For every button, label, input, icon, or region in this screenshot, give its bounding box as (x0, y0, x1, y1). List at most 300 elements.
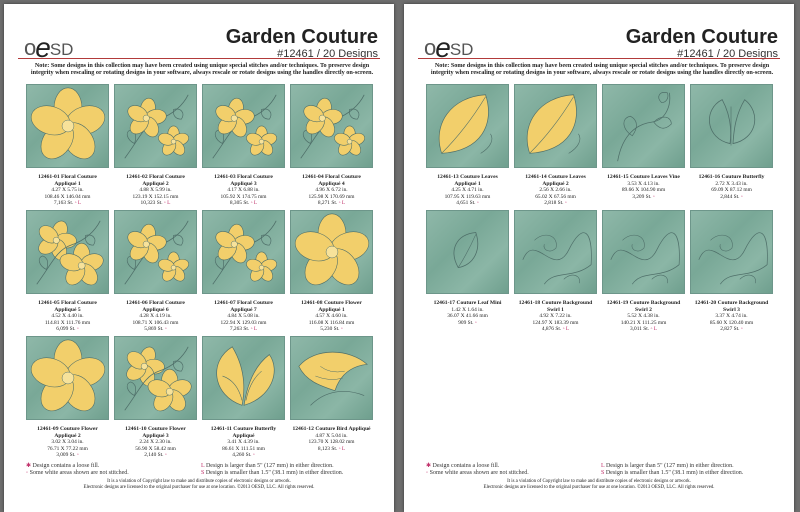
design-size-mm: 69.09 X 87.12 mm (711, 187, 752, 193)
design-code: 12461-12 (292, 426, 314, 432)
design-size-mm: 122.94 X 129.03 mm (220, 319, 267, 326)
copyright-footer (418, 479, 780, 491)
design-artwork (115, 85, 196, 167)
design-name: Couture Butterfly (233, 426, 277, 432)
design-thumbnail (426, 84, 509, 168)
legend-loose-fill (26, 463, 201, 470)
design-card (426, 210, 509, 334)
legend (426, 463, 776, 477)
legend-loose-fill-text: Design contains a loose fill. (432, 463, 500, 469)
design-size-mm: 89.66 X 104.90 mm (621, 187, 666, 193)
stitch-count: 3,209 St. (632, 193, 652, 200)
design-name-line2: Appliqué 2 (54, 432, 81, 439)
design-thumbnail (514, 84, 597, 168)
design-thumbnail (514, 210, 597, 294)
catalog-page-1 (4, 4, 394, 512)
design-artwork (691, 85, 772, 167)
design-flags: ◦ (76, 452, 79, 458)
design-caption (114, 300, 197, 333)
design-card (26, 336, 109, 460)
design-thumbnail (26, 210, 109, 294)
design-stitch-row (26, 200, 109, 207)
design-card (602, 84, 685, 208)
stitch-count: 8,123 St. (317, 445, 338, 452)
design-caption (26, 426, 109, 459)
design-flags: ◦ L (250, 326, 258, 332)
circle-icon: ◦ (26, 470, 29, 476)
design-size-inches: 4.17 X 6.88 in. (227, 187, 260, 193)
copyright-footer (18, 479, 380, 491)
design-caption (602, 300, 685, 333)
stitch-count: 6,099 St. (56, 326, 76, 332)
design-thumbnail (26, 336, 109, 420)
design-card (26, 210, 109, 334)
design-title (114, 426, 197, 433)
design-size-mm: 56.90 X 58.42 mm (135, 445, 176, 452)
design-size-inches: 4.52 X 4.40 in. (51, 313, 84, 319)
design-artwork (115, 211, 196, 293)
design-code: 12461-14 (525, 174, 547, 180)
design-card (202, 336, 285, 460)
design-flags: ◦ L (250, 200, 258, 206)
design-artwork (291, 85, 372, 167)
design-thumbnail (290, 84, 373, 168)
legend-smaller (201, 470, 376, 477)
design-title (602, 174, 685, 181)
design-name-line2: Appliqué 6 (142, 306, 169, 313)
design-size-inches: 4.27 X 5.75 in. (51, 187, 84, 193)
design-artwork (691, 211, 772, 293)
design-size-inches: 4.92 X 7.22 in. (539, 313, 572, 319)
stitch-count: 3,009 St. (56, 452, 76, 458)
design-code: 12461-15 (607, 174, 629, 180)
design-title (26, 300, 109, 307)
stitch-count: 5,869 St. (144, 326, 164, 332)
design-flags: ◦ L (562, 326, 570, 332)
design-title (426, 174, 509, 181)
design-stitch-row (114, 200, 197, 207)
design-title (514, 174, 597, 181)
design-flags: ◦ (340, 326, 343, 332)
design-size-inches: 4.25 X 4.71 in. (451, 187, 484, 193)
design-title (690, 174, 773, 181)
design-artwork (515, 211, 596, 293)
design-stitch-row (26, 452, 109, 459)
design-size-inches: 3.53 X 4.13 in. (627, 180, 660, 187)
design-size-mm: 65.02 X 67.56 mm (535, 193, 576, 200)
header-divider (18, 58, 380, 59)
design-caption (514, 300, 597, 333)
design-flags: ◦ (164, 452, 167, 458)
footer-line-1: It is a violation of Copyright law to make and distribute copies of electronic designs or artwork. (507, 479, 691, 484)
asterisk-icon: ✱ (26, 463, 32, 469)
design-stitch-row (602, 326, 685, 333)
design-artwork (603, 211, 684, 293)
design-size-mm: 140.21 X 111.25 mm (620, 319, 667, 326)
design-artwork (27, 85, 108, 167)
design-thumbnail (202, 210, 285, 294)
footer-line-2: Electronic designs are licensed to the original purchaser for use at one location. ©2013 OESD, LLC. All rights reserved. (483, 485, 715, 490)
design-size-inches: 4.28 X 4.19 in. (139, 313, 172, 319)
design-flags: ◦ (740, 326, 743, 332)
design-flags: ◦ (740, 193, 743, 200)
design-thumbnail (290, 336, 373, 420)
design-name: Couture Background (629, 300, 681, 306)
design-caption (202, 300, 285, 333)
design-code: 12461-20 (694, 300, 717, 306)
design-thumbnail (602, 210, 685, 294)
legend-larger-text: Design is larger than 5" (127 mm) in either direction. (605, 463, 734, 469)
design-code: 12461-01 (38, 174, 60, 180)
design-flags: ◦ (564, 200, 567, 206)
design-title (26, 174, 109, 181)
logo-o: o (24, 35, 36, 60)
legend-white-areas-text: Some white areas shown are not stitched. (429, 470, 529, 476)
design-artwork (291, 337, 372, 419)
design-code: 12461-19 (606, 300, 629, 306)
design-name: Floral Couture (149, 174, 185, 180)
design-stitch-row (202, 200, 285, 207)
design-code: 12461-06 (126, 300, 148, 306)
design-name: Couture Flower (323, 300, 362, 306)
design-card (602, 210, 685, 334)
collection-subtitle: #12461 / 20 Designs (277, 48, 378, 60)
design-flags: ◦ (474, 319, 477, 326)
design-size-inches: 5.52 X 4.38 in. (627, 313, 660, 319)
legend-loose-fill-text: Design contains a loose fill. (32, 463, 100, 469)
design-artwork (291, 211, 372, 293)
design-name: Couture Background (541, 300, 593, 306)
stitch-count: 4,876 St. (541, 326, 562, 332)
logo-sd: SD (49, 40, 74, 59)
design-flags: ◦ (652, 193, 655, 200)
design-flags: ◦ (76, 326, 79, 332)
design-title (514, 300, 597, 307)
logo-e: e (435, 32, 450, 63)
stitch-count: 4,260 St. (232, 452, 252, 458)
design-caption (290, 174, 373, 207)
design-caption (202, 426, 285, 459)
design-size-inches: 2.72 X 3.43 in. (715, 180, 748, 187)
design-flags: ◦ L (163, 200, 171, 206)
design-size-inches: 2.24 X 2.30 in. (139, 439, 172, 445)
design-card (202, 210, 285, 334)
design-name-line2: Appliqué 1 (318, 306, 345, 313)
design-grid (426, 84, 776, 334)
legend-loose-fill (426, 463, 601, 470)
logo-e: e (35, 32, 50, 63)
design-caption (602, 174, 685, 200)
design-stitch-row (602, 194, 685, 201)
design-name-line2: Appliqué 7 (230, 306, 257, 313)
design-thumbnail (426, 210, 509, 294)
design-title (290, 174, 373, 181)
design-card (690, 84, 773, 208)
design-name-line2: Appliqué 3 (142, 432, 169, 439)
legend (26, 463, 376, 477)
catalog-page-2 (404, 4, 794, 512)
design-code: 12461-08 (301, 300, 323, 306)
design-code: 12461-13 (437, 174, 459, 180)
design-thumbnail (114, 210, 197, 294)
design-name-line2: Appliqué 2 (142, 180, 169, 187)
design-card (426, 84, 509, 208)
design-stitch-row (514, 326, 597, 333)
design-name: Floral Couture (149, 300, 185, 306)
logo-o: o (424, 35, 436, 60)
design-name: Floral Couture (61, 300, 97, 306)
stitch-count: 3,011 St. (629, 326, 650, 332)
design-flags: ◦ (476, 200, 479, 206)
stitch-count: 8,305 St. (229, 200, 250, 206)
design-card (290, 210, 373, 334)
design-card (290, 336, 373, 460)
design-card (202, 84, 285, 208)
design-name: Couture Background (717, 300, 769, 306)
design-card (114, 210, 197, 334)
stitch-count: 7,263 St. (229, 326, 250, 332)
design-flags: ◦ L (74, 200, 82, 206)
circle-icon: ◦ (426, 470, 429, 476)
design-artwork (27, 337, 108, 419)
design-caption (690, 174, 773, 200)
design-flags: ◦ L (338, 445, 346, 452)
design-name: Floral Couture (61, 174, 97, 180)
legend-white-areas-text: Some white areas shown are not stitched. (29, 470, 129, 476)
design-name-line2: Swirl 3 (723, 306, 740, 313)
design-size-mm: 123.19 X 152.15 mm (132, 193, 179, 200)
legend-larger (601, 463, 776, 470)
logo-sd: SD (449, 40, 474, 59)
design-title (114, 300, 197, 307)
design-thumbnail (202, 84, 285, 168)
design-grid (26, 84, 376, 460)
design-size-mm: 76.71 X 77.22 mm (47, 445, 88, 452)
design-thumbnail (690, 84, 773, 168)
design-title (290, 300, 373, 307)
design-card (690, 210, 773, 334)
collection-header (226, 26, 378, 61)
design-code: 12461-04 (302, 174, 324, 180)
design-thumbnail (114, 336, 197, 420)
design-code: 12461-11 (210, 426, 232, 432)
design-card (514, 84, 597, 208)
design-size-inches: 3.37 X 4.74 in. (715, 313, 748, 319)
design-name: Floral Couture (237, 300, 273, 306)
design-stitch-row (426, 320, 509, 327)
design-size-mm: 85.60 X 120.40 mm (709, 319, 754, 326)
design-artwork (203, 85, 284, 167)
design-name-line2: Appliqué 4 (318, 180, 345, 187)
design-thumbnail (602, 84, 685, 168)
design-code: 12461-05 (38, 300, 60, 306)
design-caption (514, 174, 597, 207)
design-title (202, 426, 285, 433)
design-thumbnail (114, 84, 197, 168)
design-code: 12461-03 (214, 174, 236, 180)
design-flags: ◦ L (650, 326, 658, 332)
design-size-inches: 4.87 X 5.04 in. (315, 432, 348, 439)
design-thumbnail (690, 210, 773, 294)
l-icon: L (601, 463, 605, 469)
design-code: 12461-09 (37, 426, 59, 432)
design-artwork (603, 85, 684, 167)
collection-title: Garden Couture (625, 26, 778, 48)
design-note: Note: Some designs in this collection may have been created using unique special stitches and/or techniques. To preserve design integrity when rescaling or rotating designs in your software, always rescale or rotate designs using the handles directly on-screen. (430, 62, 774, 77)
design-name: Couture Leaves (548, 174, 586, 180)
design-size-inches: 3.02 X 3.04 in. (51, 439, 84, 445)
design-caption (426, 300, 509, 326)
stitch-count: 909 St. (458, 319, 474, 326)
stitch-count: 2,844 St. (720, 193, 740, 200)
collection-header (626, 26, 778, 61)
l-icon: L (201, 463, 205, 469)
design-thumbnail (290, 210, 373, 294)
legend-white-areas (26, 470, 201, 477)
design-name-line2: Swirl 2 (635, 306, 652, 313)
design-stitch-row (202, 326, 285, 333)
stitch-count: 2,140 St. (144, 452, 164, 458)
collection-title: Garden Couture (225, 26, 378, 48)
design-size-inches: 4.96 X 6.72 in. (315, 187, 348, 193)
design-artwork (515, 85, 596, 167)
collection-subtitle: #12461 / 20 Designs (677, 48, 778, 60)
legend-smaller-text: Design is smaller than 1.5" (38.1 mm) in either direction. (605, 470, 744, 476)
design-stitch-row (290, 200, 373, 207)
header-divider (418, 58, 780, 59)
design-title (426, 300, 509, 307)
footer-line-1: It is a violation of Copyright law to make and distribute copies of electronic designs or artwork. (107, 479, 291, 484)
design-code: 12461-16 (698, 174, 721, 180)
design-code: 12461-02 (126, 174, 148, 180)
design-thumbnail (202, 336, 285, 420)
design-name-line2: Appliqué 2 (542, 180, 569, 187)
design-caption (114, 426, 197, 459)
design-name: Couture Flower (147, 426, 186, 432)
stitch-count: 8,271 St. (317, 200, 338, 206)
design-stitch-row (26, 326, 109, 333)
design-card (26, 84, 109, 208)
design-stitch-row (690, 194, 773, 201)
design-stitch-row (202, 452, 285, 459)
design-size-inches: 4.88 X 5.99 in. (139, 187, 172, 193)
design-size-inches: 4.84 X 5.08 in. (227, 313, 260, 319)
design-stitch-row (114, 452, 197, 459)
design-title (114, 174, 197, 181)
design-size-mm: 125.98 X 170.69 mm (308, 193, 355, 200)
design-name-line2: Appliqué 1 (54, 180, 81, 187)
stitch-count: 2,818 St. (544, 200, 564, 206)
design-thumbnail (26, 84, 109, 168)
design-note: Note: Some designs in this collection may have been created using unique special stitches and/or techniques. To preserve design integrity when rescaling or rotating designs in your software, always rescale or rotate designs using the handles directly on-screen. (30, 62, 374, 77)
design-size-mm: 108.46 X 146.04 mm (44, 193, 91, 200)
design-title (26, 426, 109, 433)
design-title (602, 300, 685, 307)
design-size-mm: 105.92 X 174.75 mm (220, 193, 267, 200)
design-name-line2: Swirl 1 (547, 306, 564, 313)
design-stitch-row (114, 326, 197, 333)
footer-line-2: Electronic designs are licensed to the original purchaser for use at one location. ©2013 OESD, LLC. All rights reserved. (83, 485, 315, 490)
design-name: Couture Bird Appliqué (315, 426, 371, 432)
design-stitch-row (290, 326, 373, 333)
design-name: Floral Couture (325, 174, 361, 180)
design-artwork (203, 211, 284, 293)
design-flags: ◦ (252, 452, 255, 458)
design-title (202, 300, 285, 307)
s-icon: S (201, 470, 205, 476)
design-flags: ◦ L (338, 200, 346, 206)
design-size-inches: 1.42 X 1.64 in. (451, 306, 484, 313)
design-card (114, 84, 197, 208)
design-caption (290, 426, 373, 452)
design-size-inches: 2.56 X 2.66 in. (539, 187, 572, 193)
design-size-mm: 114.81 X 111.76 mm (44, 319, 91, 326)
design-card (114, 336, 197, 460)
stitch-count: 2,827 St. (720, 326, 740, 332)
design-name-line2: Appliqué 1 (454, 180, 481, 187)
design-title (690, 300, 773, 307)
legend-white-areas (426, 470, 601, 477)
design-size-mm: 124.97 X 183.39 mm (532, 319, 579, 326)
design-name: Couture Leaves (460, 174, 498, 180)
design-size-mm: 116.08 X 116.84 mm (308, 319, 355, 326)
design-stitch-row (290, 446, 373, 453)
legend-smaller-text: Design is smaller than 1.5" (38.1 mm) in either direction. (205, 470, 344, 476)
design-title (202, 174, 285, 181)
design-code: 12461-17 (433, 300, 456, 306)
design-name: Floral Couture (237, 174, 273, 180)
design-name: Couture Butterfly (721, 174, 765, 180)
design-title (290, 426, 373, 433)
design-code: 12461-07 (214, 300, 236, 306)
design-stitch-row (514, 200, 597, 207)
design-caption (26, 174, 109, 207)
design-size-mm: 36.07 X 41.66 mm (447, 313, 488, 319)
design-artwork (203, 337, 284, 419)
stitch-count: 4,651 St. (456, 200, 476, 206)
design-name-line2: Appliqué 5 (54, 306, 81, 313)
stitch-count: 5,230 St. (320, 326, 340, 332)
design-artwork (115, 337, 196, 419)
legend-larger-text: Design is larger than 5" (127 mm) in either direction. (205, 463, 334, 469)
design-stitch-row (690, 326, 773, 333)
design-name: Couture Flower (59, 426, 98, 432)
design-stitch-row (426, 200, 509, 207)
design-caption (26, 300, 109, 333)
s-icon: S (601, 470, 605, 476)
design-size-mm: 86.61 X 111.51 mm (222, 445, 265, 452)
design-card (290, 84, 373, 208)
design-size-mm: 108.71 X 106.43 mm (132, 319, 179, 326)
design-name-line2: Appliqué (232, 432, 255, 439)
design-artwork (27, 211, 108, 293)
design-caption (426, 174, 509, 207)
design-size-inches: 4.57 X 4.60 in. (315, 313, 348, 319)
legend-larger (201, 463, 376, 470)
design-flags: ◦ (164, 326, 167, 332)
design-caption (290, 300, 373, 333)
design-artwork (427, 85, 508, 167)
design-card (514, 210, 597, 334)
design-name-line2: Appliqué 3 (230, 180, 257, 187)
design-artwork (427, 211, 508, 293)
legend-smaller (601, 470, 776, 477)
design-size-inches: 3.41 X 4.39 in. (227, 439, 260, 445)
design-name: Couture Leaf Mini (456, 300, 502, 306)
asterisk-icon: ✱ (426, 463, 432, 469)
design-caption (202, 174, 285, 207)
design-caption (114, 174, 197, 207)
